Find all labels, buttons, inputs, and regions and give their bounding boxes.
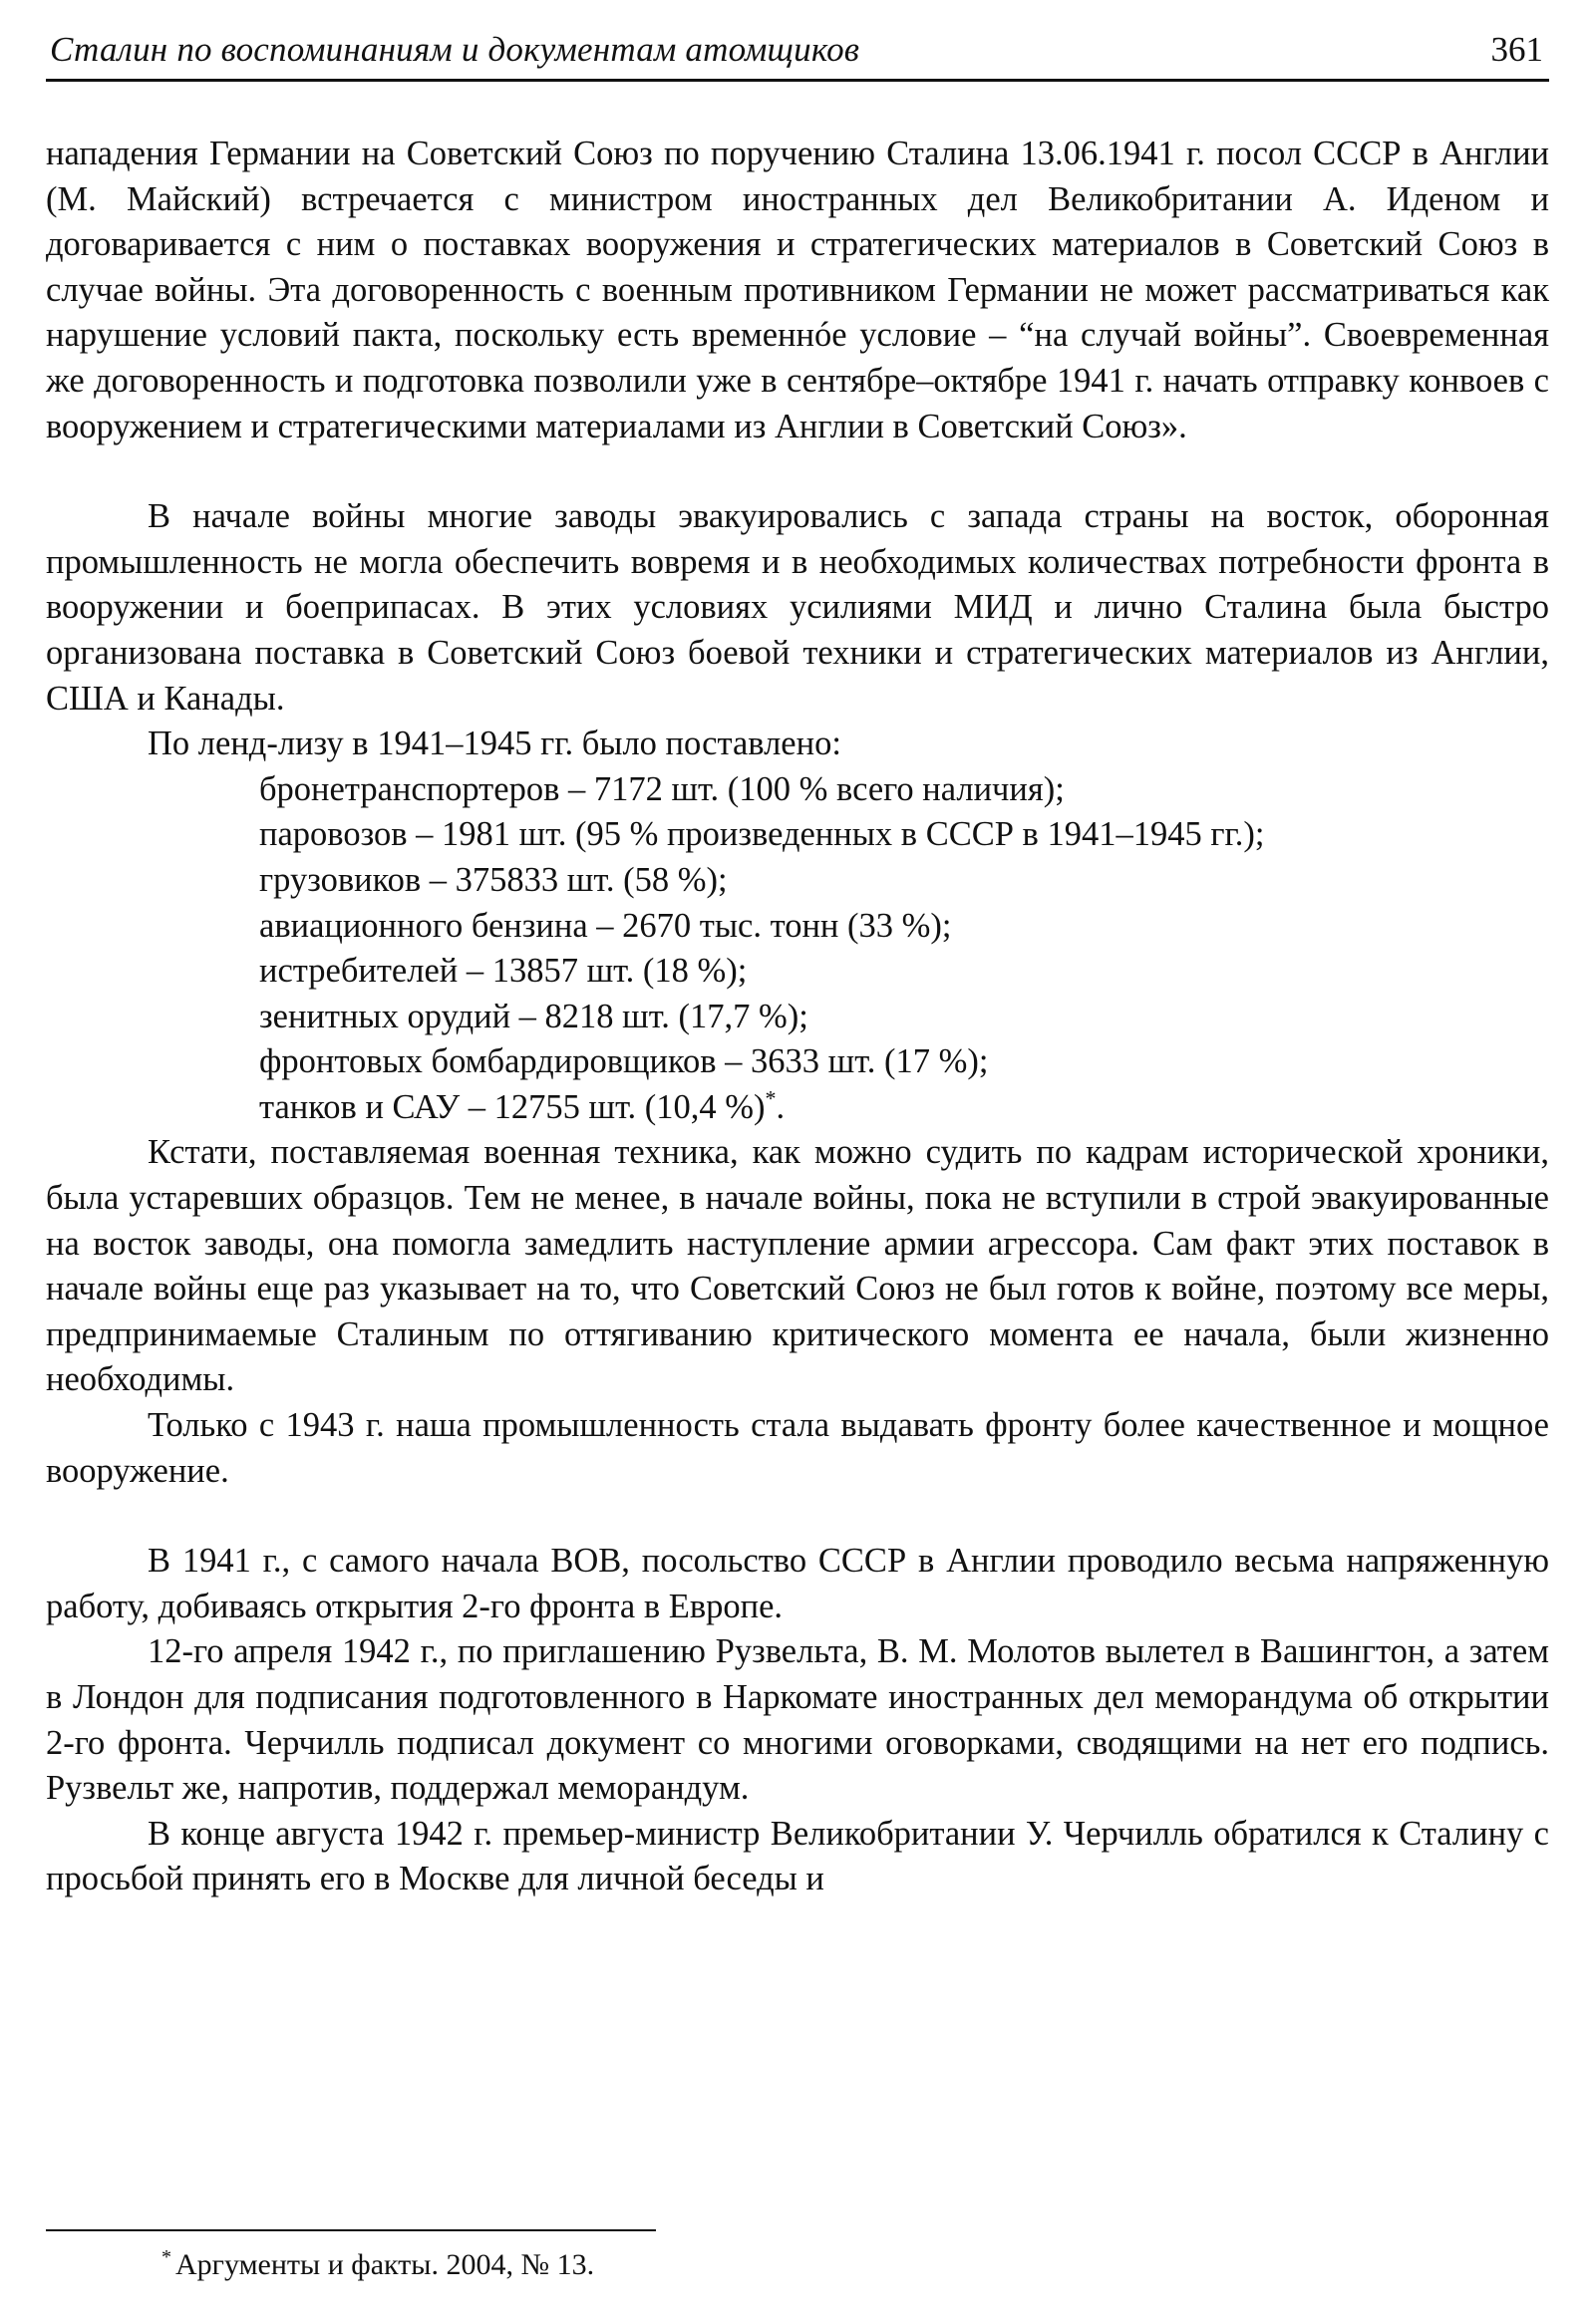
list-item: авиационного бензина – 2670 тыс. тонн (33 %); <box>259 906 952 945</box>
list-item: паровозов – 1981 шт. (95 % произведенных в СССР в 1941–1945 гг.); <box>259 815 1265 854</box>
paragraph-lendlease-intro: По ленд-лизу в 1941–1945 гг. было поставлено: <box>148 725 841 763</box>
list-item: фронтовых бомбардировщиков – 3633 шт. (17 %); <box>259 1042 989 1081</box>
footnote-rule <box>46 2229 656 2231</box>
running-title: Сталин по воспоминаниям и документам атомщиков <box>50 30 860 69</box>
paragraph-equipment: Кстати, поставляемая военная техника, как можно судить по кадрам исторической хроники, была устаревших образцов. Тем не менее, в начале войны, пока не вступили в строй эвакуированные на восток заводы, она помогла замедлить наступление армии агрессора. Сам факт этих поставок в начале войны еще раз указывает на то, что Советский Союз не был готов к войне, поэтому все меры, предпринимаемые Сталиным по оттягиванию критического момента ее начала, были жизненно необходимы. <box>46 1133 1549 1399</box>
list-item-last <box>259 1085 1549 1131</box>
paragraph-1943: Только с 1943 г. наша промышленность стала выдавать фронту более качественное и мощное вооружение. <box>46 1406 1549 1490</box>
paragraph-evacuation: В начале войны многие заводы эвакуировались с запада страны на восток, оборонная промышленность не могла обеспечить вовремя и в необходимых количествах потребности фронта в вооружении и боеприпасах. В этих условиях усилиями МИД и лично Сталина была быстро организована поставка в Советский Союз боевой техники и стратегических материалов из Англии, США и Канады. <box>46 497 1549 718</box>
footnote-reference: * <box>765 1085 777 1111</box>
page-header <box>46 28 1549 80</box>
book-page <box>46 28 1549 2300</box>
footnote <box>161 2248 594 2282</box>
body-text <box>46 132 1549 1902</box>
paragraph-molotov: 12-го апреля 1942 г., по приглашению Рузвельта, В. М. Молотов вылетел в Вашингтон, а затем в Лондон для подписания подготовленного в Наркомате иностранных дел меморандума об открытии 2-го фронта. Черчилль подписал документ со многими оговорками, сводящими на нет его подпись. Рузвельт же, напротив, поддержал меморандум. <box>46 1632 1549 1808</box>
list-item: истребителей – 13857 шт. (18 %); <box>259 952 748 991</box>
paragraph-embassy: В 1941 г., с самого начала ВОВ, посольство СССР в Англии проводило весьма напряженную работу, добиваясь открытия 2-го фронта в Европе. <box>46 1542 1549 1625</box>
lendlease-list <box>46 767 1549 1131</box>
list-item: бронетранспортеров – 7172 шт. (100 % всего наличия); <box>259 769 1065 808</box>
list-item-text: танков и САУ – 12755 шт. (10,4 %) <box>259 1087 766 1126</box>
paragraph-churchill: В конце августа 1942 г. премьер-министр Великобритании У. Черчилль обратился к Сталину с просьбой принять его в Москве для личной беседы и <box>46 1814 1549 1898</box>
list-item: грузовиков – 375833 шт. (58 %); <box>259 860 728 899</box>
footnote-text: Аргументы и факты. 2004, № 13. <box>175 2248 595 2281</box>
paragraph-continued: нападения Германии на Советский Союз по поручению Сталина 13.06.1941 г. посол СССР в Англии (М. Майский) встречается с министром иностранных дел Великобритании А. Иденом и договаривается с ним о поставках вооружения и стратегических материалов в Советский Союз в случае войны. Эта договоренность с военным противником Германии не может рассматриваться как нарушение условий пакта, поскольку есть временнóе условие – “на случай войны”. Своевременная же договоренность и подготовка позволили уже в сентябре–октябре 1941 г. начать отправку конвоев с вооружением и стратегическими материалами из Англии в Советский Союз». <box>46 135 1549 445</box>
list-item: зенитных орудий – 8218 шт. (17,7 %); <box>259 997 808 1035</box>
header-rule <box>46 79 1549 82</box>
page-number: 361 <box>1490 30 1543 69</box>
footnote-marker: * <box>161 2246 171 2268</box>
list-item-suffix: . <box>776 1087 786 1126</box>
